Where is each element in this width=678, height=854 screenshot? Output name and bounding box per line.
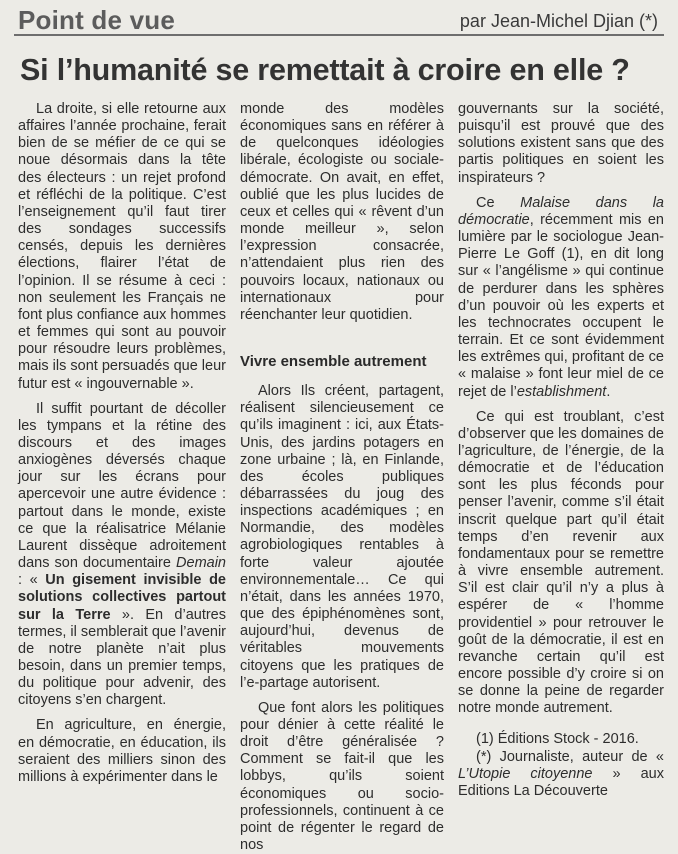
paragraph: En agriculture, en énergie, en démocratie, en éducation, ils seraient des milliers sinon des millions à expérimenter dans le [18, 717, 226, 785]
footnote-1: (1) Éditions Stock - 2016. [476, 731, 639, 748]
paragraph: La droite, si elle retourne aux affaires l’année prochaine, ferait bien de se méfier de ce qui se noue désormais dans la tête des électeurs : un rejet profond et réfléchi de la politique. C’est l’enseignement qu’il faut tirer des sondages successifs censés, depuis les dernières élections, flairer l’état de l’opinion. Il se résume à ceci : non seulement les Français ne font plus confiance aux hommes et femmes qui sont au pouvoir pour résoudre leurs problèmes, mais ils sont persuadés que leur futur est « ingouvernable ». [18, 101, 226, 392]
rubric-label: Point de vue [18, 5, 175, 35]
book-title: Malaise dans la démocratie [458, 194, 664, 228]
paragraph [18, 401, 226, 710]
text-run: Il suffit pourtant de décoller les tympans et la rétine des discours et des images anxiogènes déversés chaque jour sur les écrans pour apercevoir une autre évidence : partout dans le monde, existe ce que la réalisatrice Mélanie Laurent dissèque adroitement dans son documentaire [18, 400, 226, 572]
italic-word: establishment [516, 383, 607, 400]
bold-quote: Un gisement invisible de solutions collectives partout sur la Terre [18, 572, 226, 623]
footnote-2 [458, 749, 664, 800]
footnotes [458, 731, 664, 800]
paragraph: Alors Ils créent, partagent, réalisent silencieusement ce qu’ils imaginent : ici, aux États-Unis, des jardins potagers en zone urbaine ; là, en Finlande, des écoles publiques débarrassées du joug des inspections académiques ; en Normandie, des modèles agrobiologiques rentables à forte valeur ajoutée environnementale… Ce qui n’était, dans les années 1970, que des épiphénomènes sont, aujourd’hui, devenus de véritables mouvements citoyens que les pratiques de l’e-partage autorisent. [240, 383, 444, 691]
paragraph: monde des modèles économiques sans en référer à de quelconques idéologies libérale, écologiste ou sociale-démocrate. On avait, en effet, oublié que les plus lucides de ceux et celles qui « rêvent d’un monde meilleur », selon l’expression consacrée, n’attendaient plus rien des pouvoirs locaux, nationaux ou internationaux pour réenchanter leur quotidien. [240, 101, 444, 323]
text-run: , récemment mis en lumière par le sociologue Jean-Pierre Le Goff (1), en dit long sur « l’angélisme » qui continue de perdurer dans les sphères d’un pouvoir où les experts et les technocrates occupent le terrain. Et ce sont évidemment les extrêmes qui, profitant de ce « malaise » font leur miel de ce rejet de l’ [458, 211, 664, 400]
text-run: . [606, 383, 611, 400]
book-title: L’Utopie citoyenne [458, 765, 593, 782]
paragraph: Que font alors les politiques pour dénier à cette réalité le droit d’être généralisée ? Comment se fait-il que les lobbys, qu’ils soient économiques ou socio-professionnels, continuent à ce point de régenter le regard de nos [240, 699, 444, 854]
paragraph: gouvernants sur la société, puisqu’il est prouvé que des solutions existent sans que des partis politiques en soient les inspirateurs ? [458, 101, 664, 186]
subheading: Vivre ensemble autrement [240, 353, 427, 371]
byline: par Jean-Michel Djian (*) [459, 11, 658, 31]
rubric-bar [14, 4, 664, 36]
headline: Si l’humanité se remettait à croire en elle ? [20, 53, 630, 87]
column-2 [240, 101, 444, 854]
paragraph [458, 195, 664, 401]
column-3 [458, 101, 664, 800]
text-run: » aux Editions La Découverte [458, 765, 664, 799]
paragraph: Ce qui est troublant, c’est d’observer que les domaines de l’agriculture, de l’énergie, de la démocratie et de l’éducation sont les plus féconds pour penser l’avenir, comme s’il était inscrit quelque part qu’il était temps d’en revenir aux fondamentaux pour se remettre à vivre ensemble autrement. S’il est clair qu’il n’y a plus à espérer de « l’homme providentiel » pour retrouver le goût de la démocratie, il est en revanche certain qu’il est encore possible d’y croire si on se donne la peine de regarder notre monde autrement. [458, 408, 664, 717]
column-1 [18, 101, 226, 786]
film-title: Demain [176, 555, 226, 572]
text-run: ». En d’autres termes, il semblerait que l’avenir de notre planète n’ait plus besoin, dans un premier temps, du politique pour advenir, des citoyens s’en chargent. [18, 606, 226, 709]
text-run: : « [18, 572, 46, 589]
text-run: Ce [476, 194, 521, 211]
text-run: (*) Journaliste, auteur de « [476, 748, 664, 765]
